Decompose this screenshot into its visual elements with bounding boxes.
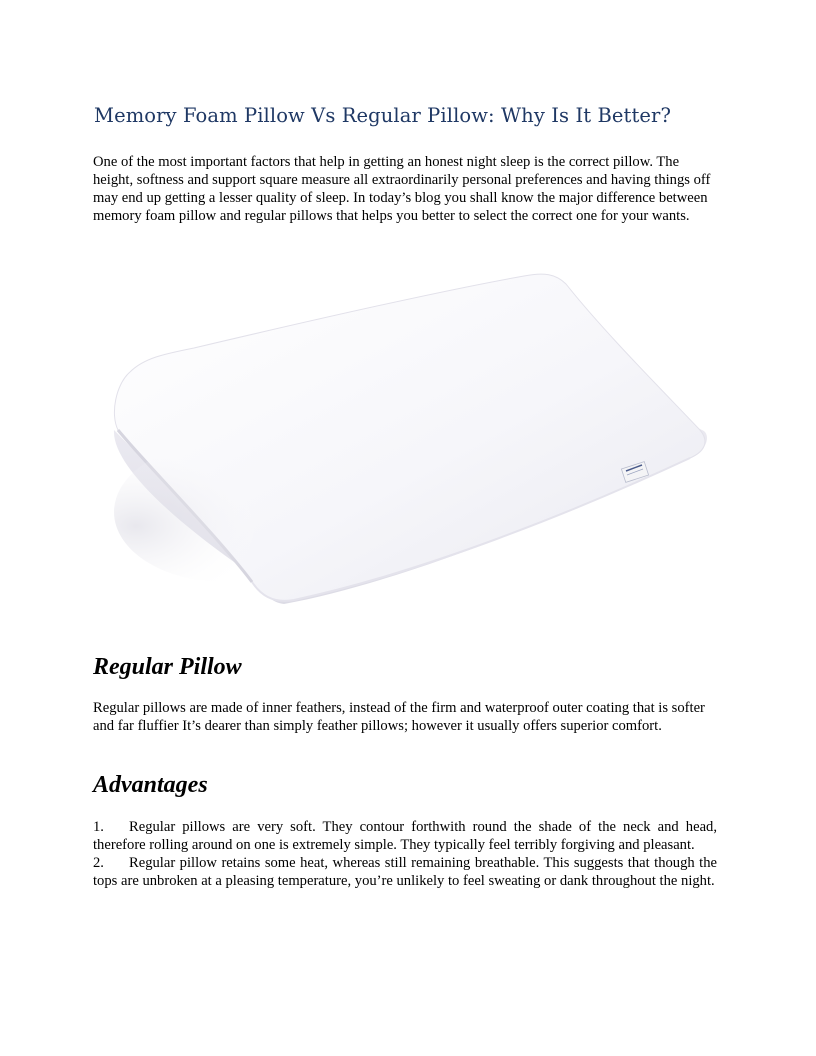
page-title: Memory Foam Pillow Vs Regular Pillow: Why Is It Better? — [94, 104, 672, 127]
memory-foam-pillow-photo — [104, 262, 716, 622]
intro-paragraph: One of the most important factors that help in getting an honest night sleep is the correct pillow. The height, softness and support square measure all extraordinarily personal preferences and having things off may end up getting a lesser quality of sleep. In today’s blog you shall know the major difference between memory foam pillow and regular pillows that helps you better to select the correct one for your wants. — [93, 154, 711, 224]
list-item-text: Regular pillow retains some heat, whereas still remaining breathable. This suggests that though the tops are unbroken at a pleasing temperature, you’re unlikely to feel sweating or dank throughout the night. — [93, 855, 717, 889]
list-item — [93, 818, 717, 854]
list-item-number: 1. — [93, 819, 104, 835]
pillow-image — [104, 262, 716, 622]
list-item-text: Regular pillows are very soft. They contour forthwith round the shade of the neck and head, therefore rolling around on one is extremely simple. They typically feel terribly forgiving and pleasant. — [93, 819, 717, 853]
advantages-heading: Advantages — [93, 772, 208, 798]
list-item — [93, 854, 717, 890]
regular-pillow-paragraph: Regular pillows are made of inner feathers, instead of the firm and waterproof outer coating that is softer and far fluffier It’s dearer than simply feather pillows; however it usually offers superior comfort. — [93, 700, 705, 734]
list-item-number: 2. — [93, 855, 104, 871]
advantages-list — [93, 818, 717, 890]
regular-pillow-heading: Regular Pillow — [93, 654, 242, 680]
